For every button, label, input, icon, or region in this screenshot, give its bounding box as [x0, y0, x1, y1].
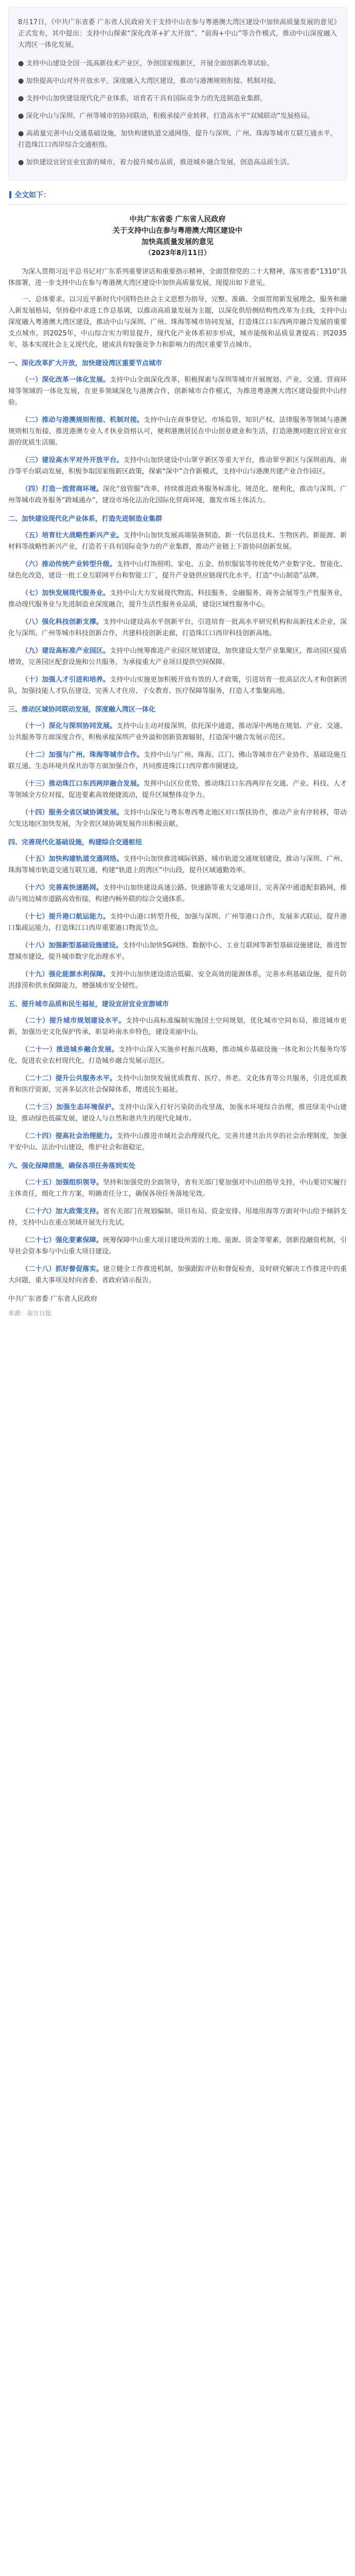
section: [8, 358, 347, 506]
section: [8, 514, 347, 697]
article-text: 支持中山建设高水平创新平台，引进培育一批高水平研究机构和高新技术企业，深化与深圳、广州等城市科技创新合作，共建科技创新走廊，打造珠江口西岸科技创新高地。: [8, 618, 347, 637]
summary-item: ● 加快提高中山对外开放水平，深度融入大湾区建设，推动与港澳规则衔接、机制对接。: [18, 77, 280, 85]
article-text: 省有关部门在规划编制、项目布局、资金安排、用地用海等方面对中山给予倾斜支持，支持中山在重点领域开展先行先试。: [8, 1208, 347, 1227]
article-paragraph: [8, 940, 347, 963]
article-lead: （十四）服务全省区域协调发展。: [22, 809, 123, 817]
section: [8, 837, 347, 992]
summary-item: ● 支持中山建设全国一流高新技术产业区，争创国家级新区，开展全面创新改革试验。: [18, 60, 274, 67]
summary-item: ● 加快建设宜居宜业宜游的城市，着力提升城市品质，推进城乡融合发展，创造高品质生活。: [18, 159, 294, 166]
article-lead: （二十六）加大政策支持。: [22, 1208, 103, 1215]
article-text: 深化“放管服”改革，持续推进政务服务标准化、规范化、便利化，推动与深圳、广州等城市政务服务“跨城通办”，建设市场化法治化国际化营商环境，激发市场主体活力。: [8, 485, 347, 504]
article-paragraph: [8, 415, 347, 449]
article-lead: （六）推动传统产业转型升级。: [22, 561, 117, 568]
article-text: 坚持和加强党的全面领导，省有关部门要加强对中山的指导支持，中山要切实履行主体责任，细化工作方案，明确责任分工，确保各项任务落地见效。: [8, 1179, 347, 1198]
article-lead: （三）建设高水平对外开放平台。: [22, 456, 123, 464]
article-lead: （五）培育壮大战略性新兴产业。: [22, 532, 123, 539]
article-text: 支持中山与广州、珠海、江门、佛山等城市在产业协作、基础设施互联互通、生态环境共保共治等方面加强合作，共同推进珠江口西岸都市圈建设。: [8, 751, 347, 770]
article-text: 支持中山统筹推进产业园区规划建设，加快建设大型产业集聚区，推动园区提质增效，完善园区配套设施和公共服务，为承接重大产业项目提供空间保障。: [8, 647, 347, 666]
article-text: 支持中山加快发展高端装备制造、新一代信息技术、生物医药、新能源、新材料等战略性新兴产业，打造若干具有国际竞争力的产业集群，推动产业链上下游协同创新发展。: [8, 532, 347, 551]
article-text: 支持中山大力发展现代物流、科技服务、金融服务、商务会展等生产性服务业，推动现代服务业与先进制造业深度融合，提升生活性服务业品质，建设区域性服务中心。: [8, 589, 347, 608]
article-paragraph: [8, 1206, 347, 1229]
document-title-line1: 关于支持中山在参与粤港澳大湾区建设中: [113, 227, 242, 235]
preamble-paragraph: 为深入贯彻习近平总书记对广东系列重要讲话和重要指示精神，全面贯彻党的二十大精神，落实省委“1310”具体部署，进一步支持中山在参与粤港澳大湾区建设中加快高质量发展，现提出如下意见。: [8, 268, 347, 287]
document-issuer: 中共广东省委 广东省人民政府: [129, 215, 226, 224]
article-paragraph: [8, 721, 347, 743]
article-text: 支持中山港口转型升级，加强与深圳、广州等港口合作，发展多式联运，提升港口集疏运能力，打造珠江口西岸重要港口物流节点。: [8, 913, 347, 932]
article-paragraph: [8, 455, 347, 478]
article-lead: （二十三）加强生态环境保护。: [22, 1104, 119, 1111]
summary-list: [18, 58, 337, 168]
article-lead: （二十四）提高社会治理能力。: [22, 1132, 117, 1140]
article-lead: （二十八）抓好督促落实。: [22, 1265, 103, 1273]
article-lead: （二十五）加强组织领导。: [22, 1179, 103, 1187]
article-paragraph: [8, 911, 347, 934]
article-paragraph: [8, 1131, 347, 1154]
article-text: 统筹保障中山重大项目建设所需的土地、能源、资金等要素，创新投融资机制，引导社会资本参与中山重大项目建设。: [8, 1236, 347, 1256]
article-text: 支持中山加快建设中山翠亨新区等重大平台，推动翠亨新区与深圳前海、南沙等平台联动发展，积极争取国家级新区政策，探索“深中”合作新模式，支持中山与港澳共建产业合作园区。: [8, 456, 347, 476]
article-lead: （二十七）强化要素保障。: [22, 1236, 103, 1244]
article-text: 发挥中山区位优势，推动珠江口东西两岸在交通、产业、科技、人才等领域全方位对接，促进要素高效便捷流动，提升区域整体竞争力。: [8, 780, 347, 799]
preamble-paragraph: 一、总体要求。以习近平新时代中国特色社会主义思想为指导，完整、准确、全面贯彻新发展理念，服务和融入新发展格局，坚持稳中求进工作总基调，以推动高质量发展为主题，以深化供给侧结构性改革为主线，支持中山深度融入粤港澳大湾区建设，推动中山与深圳、广州、珠海等城市协同发展，打造珠江口东西两岸融合发展的重要支点城市。到2025年，中山综合实力明显提升，现代化产业体系初步形成，城市能级和品质显著提高；到2035年，基本实现社会主义现代化，建成具有较强竞争力和影响力的湾区重要节点城市。: [8, 296, 347, 349]
article-text: 支持中山推进市域社会治理现代化，完善共建共治共享的社会治理制度，加强平安中山、法治中山建设，维护社会和谐稳定。: [8, 1132, 347, 1151]
article-paragraph: [8, 1102, 347, 1125]
article-text: 支持中山加快建设清洁低碳、安全高效的能源体系，完善水利基础设施，提升防洪排涝和供水保障能力，增强城市安全韧性。: [8, 971, 347, 990]
label-bar-icon: [9, 191, 11, 198]
article-lead: （十七）提升港口航运能力。: [22, 913, 110, 921]
article-text: 支持中山加快5G网络、数据中心、工业互联网等新型基础设施建设，推进智慧城市建设，提升城市数字化治理水平。: [8, 942, 347, 961]
summary-item: ● 深化中山与深圳、广州等城市的协同联动，积极承接产业转移，打造高水平“双城联动”发展格局。: [18, 112, 314, 120]
section: [8, 999, 347, 1154]
article-lead: （二十二）提升公共服务水平。: [22, 1075, 117, 1082]
article-paragraph: [8, 1235, 347, 1258]
article-paragraph: [8, 484, 347, 506]
article-paragraph: [8, 674, 347, 697]
article-paragraph: [8, 1264, 347, 1286]
article-text: 建立健全工作推进机制，加强跟踪评估和督促检查，及时研究解决工作推进中的重大问题，重大事项及时向省委、省政府请示报告。: [8, 1265, 347, 1284]
fulltext-label-text: 全文如下：: [14, 191, 50, 199]
section-heading: 一、深化改革扩大开放，加快建设湾区重要节点城市: [8, 360, 163, 367]
article-text: 支持中山加快推进城际铁路、城市轨道交通规划建设，推动与深圳、广州、珠海等城市轨道交通互联互通，构建“轨道上的湾区”中山段，提升区域通勤效率。: [8, 855, 347, 874]
article-paragraph: [8, 559, 347, 582]
source-line: 来源：南方日报: [8, 1310, 52, 1317]
document-header: [8, 214, 347, 259]
article-paragraph: [8, 617, 347, 639]
document-title-line2: 加快高质量发展的意见: [141, 238, 214, 246]
article-paragraph: [8, 854, 347, 876]
preamble: [8, 266, 347, 351]
article-text: 支持中山加快建设高速公路、快速路等重大交通项目，完善深中通道配套路网，推动与周边城市道路高效衔接，构建内畅外联的综合交通体系。: [8, 884, 347, 903]
article-lead: （十五）加快构建轨道交通网络。: [22, 855, 123, 863]
article-text: 支持中山深化与粤东粤西粤北地区对口帮扶协作，推动产业有序转移，带动欠发达地区加快发展，为全省区域协调发展作出积极贡献。: [8, 809, 347, 828]
article-text: 支持中山在商事登记、市场监管、知识产权、法律服务等领域与港澳规则相互衔接，推进港澳专业人才执业资格认可，便利港澳居民在中山创业就业和生活，打造港澳同胞宜居宜业宜游的优质生活圈。: [8, 416, 347, 447]
article-paragraph: [8, 375, 347, 409]
article-paragraph: [8, 883, 347, 905]
article-lead: （九）建设高标准产业园区。: [22, 647, 110, 655]
article-text: 支持中山主动对接深圳，依托深中通道，推动深中两地在规划、产业、交通、公共服务等方面深度合作，积极承接深圳产业外溢和创新资源辐射，打造深中融合发展示范区。: [8, 722, 347, 741]
article-text: 支持中山灯饰照明、家电、五金、纺织服装等传统优势产业数字化、智能化、绿色化改造，建设一批工业互联网平台和智能工厂，提升产业链供应链现代化水平，打造“中山制造”品牌。: [8, 561, 347, 580]
article-text: 支持中山深入实施乡村振兴战略，推动城乡基础设施一体化和公共服务均等化，促进农业农村现代化，打造城乡融合发展示范区。: [8, 1046, 347, 1065]
article-lead: （十三）推动珠江口东西两岸融合发展。: [22, 780, 144, 788]
article-paragraph: [8, 530, 347, 553]
article-lead: （七）加快发展现代服务业。: [22, 589, 110, 597]
article-paragraph: [8, 1073, 347, 1096]
article-lead: （十九）强化能源水利保障。: [22, 971, 110, 978]
article-text: 支持中山加快发展优质教育、医疗、养老、文化体育等公共服务，引进优质教育和医疗资源，完善多层次社会保障体系，增进民生福祉。: [8, 1075, 347, 1094]
article-paragraph: [8, 1177, 347, 1200]
section-heading: 五、提升城市品质和民生福祉，建设宜居宜业宜游城市: [8, 1001, 169, 1008]
article-lead: （八）强化科技创新支撑。: [22, 618, 103, 626]
article-lead: （一）深化改革一体化发展。: [22, 376, 110, 384]
article-paragraph: [8, 588, 347, 611]
article-lead: （十八）加强新型基础设施建设。: [22, 942, 122, 950]
article-paragraph: [8, 807, 347, 830]
document-date: （2023年8月11日）: [144, 249, 211, 257]
article-paragraph: [8, 646, 347, 668]
article-lead: （二十一）推进城乡融合发展。: [22, 1046, 119, 1054]
article-text: 支持中山实施更加积极开放有效的人才政策，引进培育一批高层次人才和创新团队，加强技能人才队伍建设，完善人才住房、子女教育、医疗保障等服务，打造人才集聚高地。: [8, 676, 347, 695]
document-body: [8, 358, 347, 1286]
article-lead: （十一）深化与深圳协同发展。: [22, 722, 117, 730]
summary-box: [8, 7, 347, 180]
fulltext-label: [9, 190, 347, 200]
summary-intro: 8月17日，《中共广东省委 广东省人民政府关于支持中山在参与粤港澳大湾区建设中加快高质量发展的意见》正式发布，其中提出：支持中山探索“深化改革+扩大开放”、“前海+中山”等合作模式，推动中山深度融入大湾区一体化发展。: [18, 19, 337, 49]
section-heading: 二、加快建设现代化产业体系，打造先进制造业集群: [8, 515, 163, 523]
article-lead: （十）加强人才引进和培养。: [22, 676, 110, 684]
section: [8, 704, 347, 830]
article-paragraph: [8, 1044, 347, 1067]
article-lead: （二）推动与港澳规则衔接、机制对接。: [22, 416, 144, 424]
article-paragraph: [8, 778, 347, 801]
article-lead: （十六）完善高快速路网。: [22, 884, 103, 892]
article-lead: （四）打造一流营商环境。: [22, 485, 103, 493]
closing-issuer: 中共广东省委 广东省人民政府: [8, 1295, 98, 1303]
section-heading: 三、推动区域协同联动发展，深度融入湾区一体化: [8, 706, 156, 714]
article-text: 支持中山深入打好污染防治攻坚战，加强水环境综合治理，推进绿美中山建设，推动绿色低碳发展，建设人与自然和谐共生的现代化城市。: [8, 1104, 347, 1123]
article-text: 支持中山高标准编制实施国土空间规划，优化城市空间布局，推进城市更新，加强历史文化保护传承，彰显岭南水乡特色，建设美丽中山。: [8, 1017, 347, 1036]
section-heading: 六、强化保障措施，确保各项任务落到实处: [8, 1162, 136, 1170]
article-paragraph: [8, 1015, 347, 1038]
section: [8, 1161, 347, 1286]
divider: [8, 204, 347, 205]
article-text: 支持中山全面深化改革，积极探索与深圳等城市开展规划、产业、交通、营商环境等领域的一体化发展，在更多领域深化与港澳合作，创新城市合作模式，为推进粤港澳大湾区建设提供中山经验。: [8, 376, 347, 406]
article-lead: （二十）提升城市规划建设水平。: [22, 1017, 126, 1025]
article-lead: （十二）加强与广州、珠海等城市合作。: [22, 751, 144, 759]
article-paragraph: [8, 750, 347, 772]
summary-item: ● 高质量完善中山交通基础设施，加快构建轨道交通网络，提升与深圳、广州、珠海等城市互联互通水平，打造珠江口西岸综合交通枢纽。: [18, 130, 337, 149]
section-heading: 四、完善现代化基础设施，构建综合交通枢纽: [8, 839, 143, 846]
summary-item: ● 支持中山加快建设现代化产业体系，培育若干具有国际竞争力的先进制造业集群。: [18, 95, 267, 103]
article-paragraph: [8, 969, 347, 992]
